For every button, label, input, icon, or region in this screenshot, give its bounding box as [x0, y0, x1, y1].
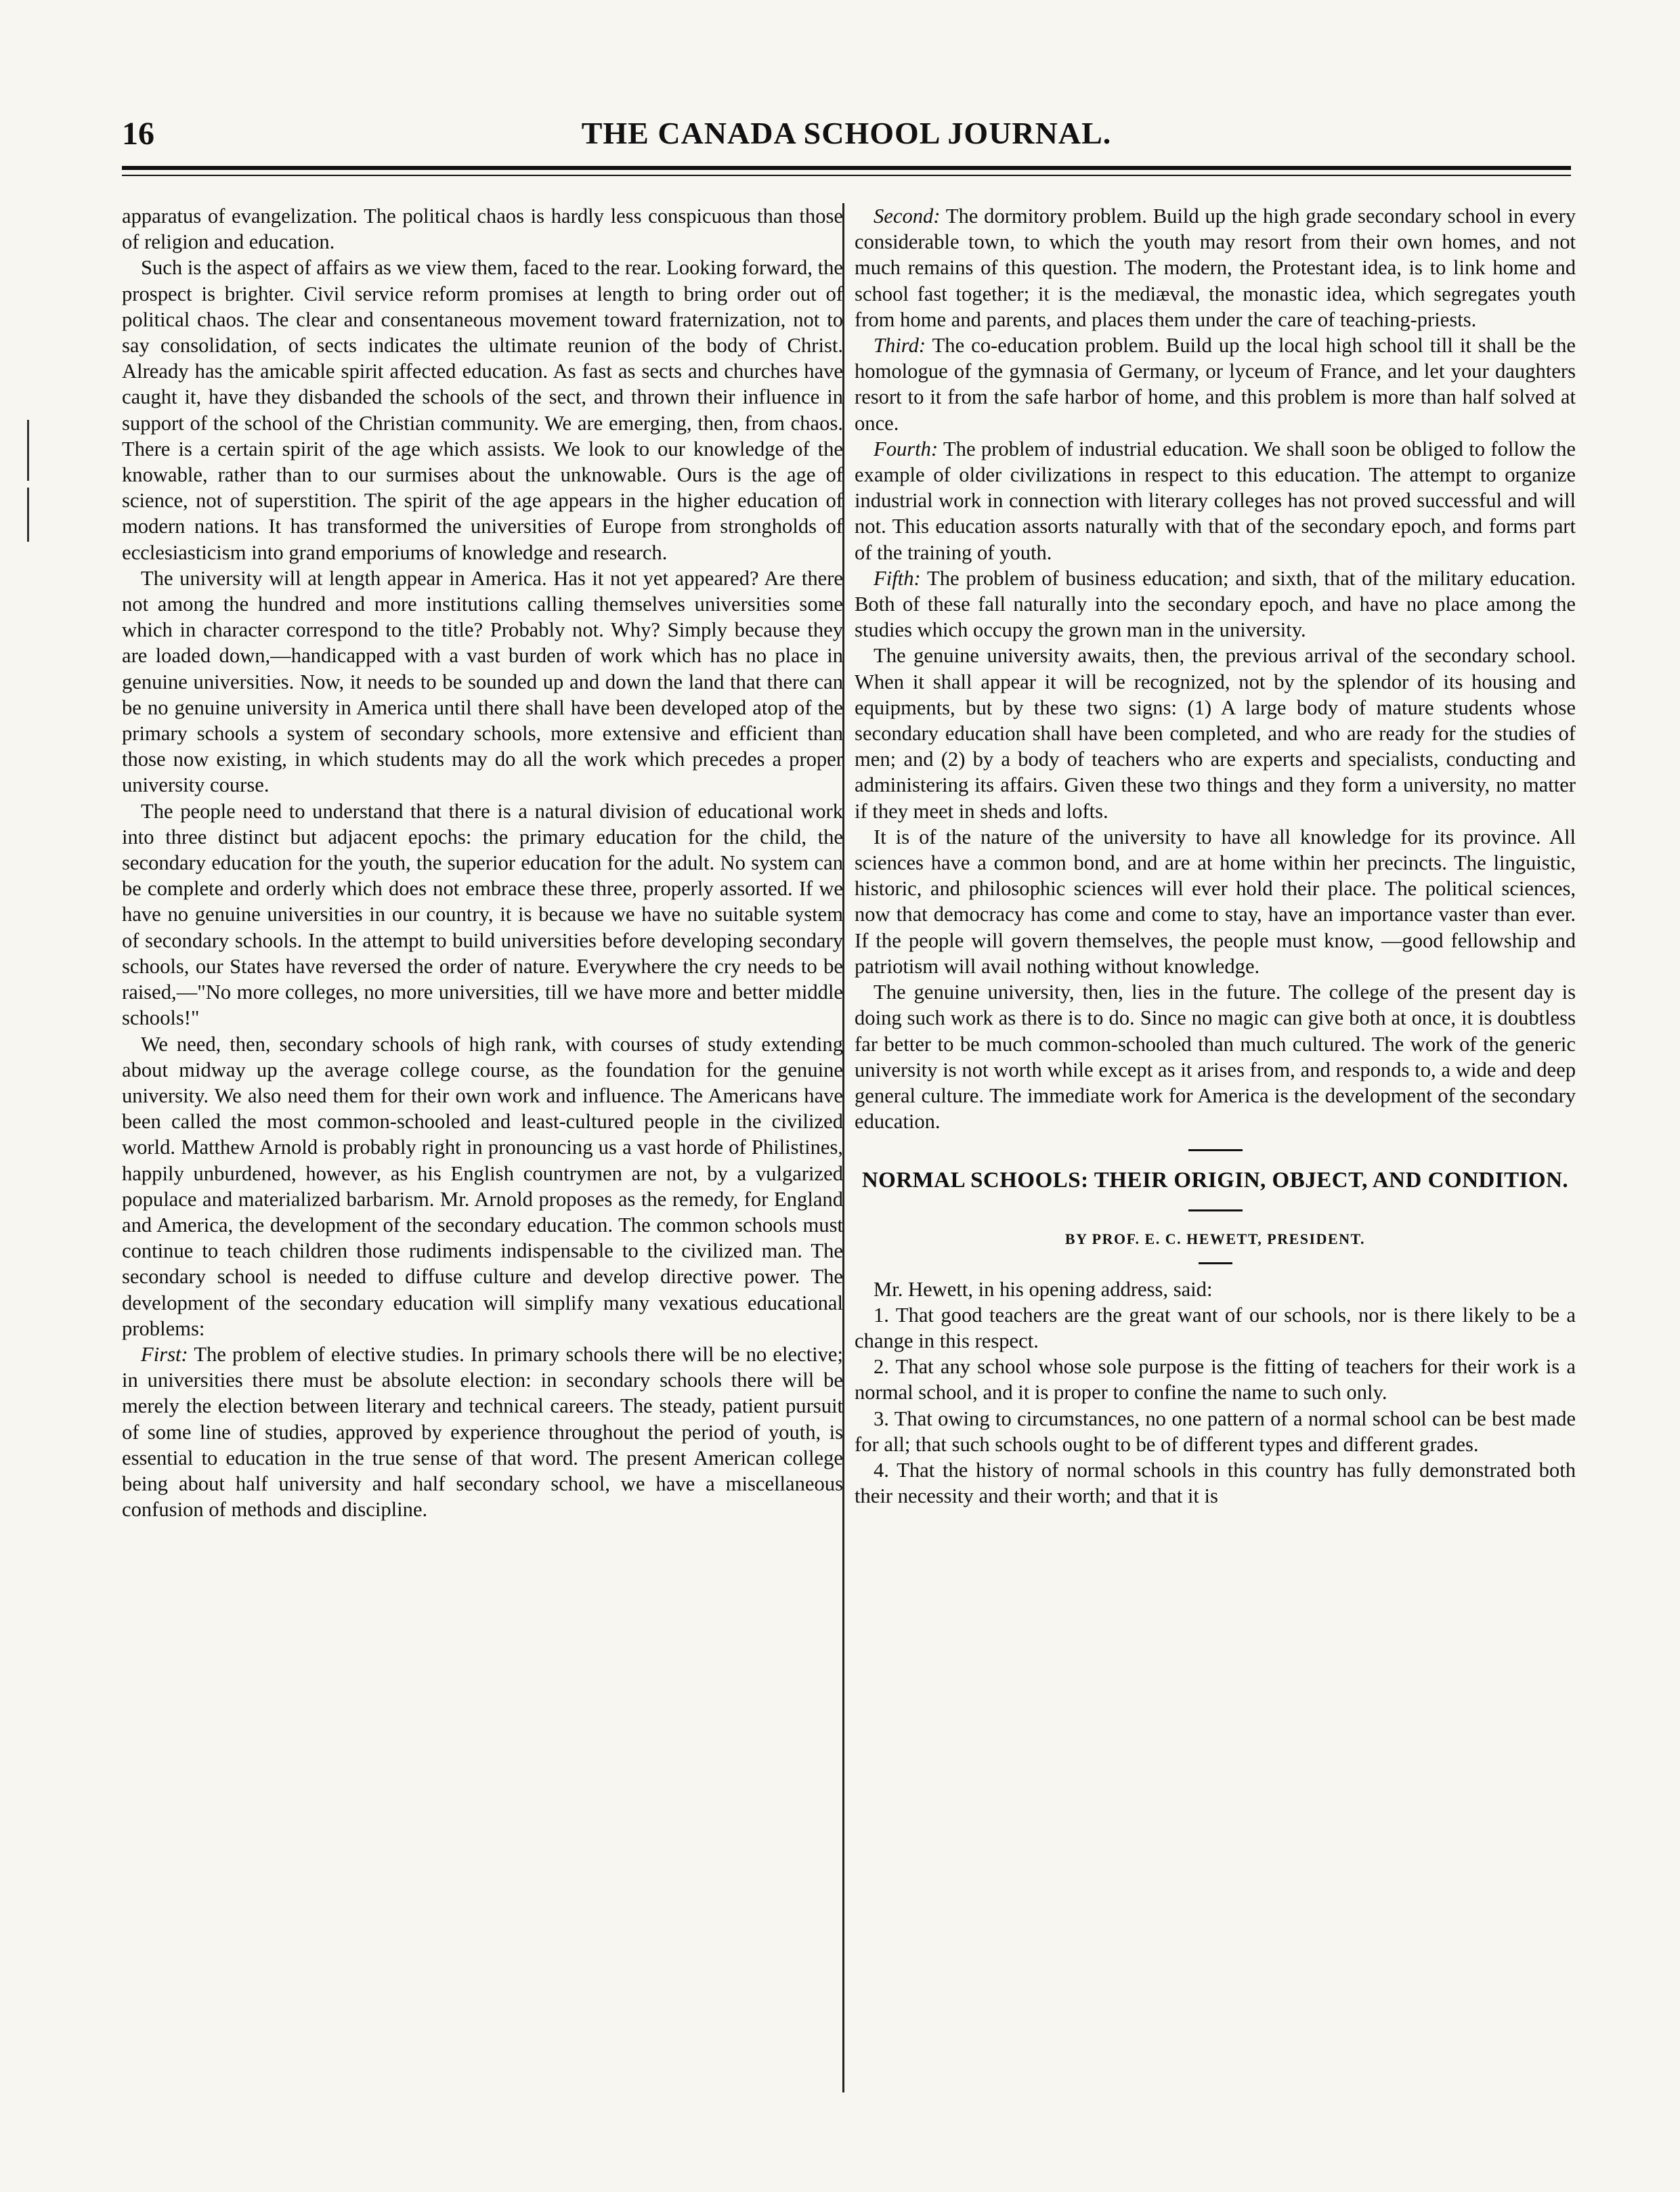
paragraph-lead: Second: — [874, 205, 941, 228]
paragraph-lead: Fifth: — [874, 566, 921, 590]
page-number: 16 — [122, 116, 154, 152]
paragraph-text: The co-education problem. Build up the local high school till it shall be the homologue of the gymnasia of Germany, or lyceum of France, and let your daughters resort to it from the safe harbor of home, and this problem is more than half solved at once. — [855, 334, 1576, 435]
article-byline: BY PROF. E. C. HEWETT, PRESIDENT. — [1064, 1230, 1366, 1248]
paragraph: The genuine university, then, lies in the future. The college of the present day is doing such work as there is to do. Since no magic can give both at once, it is doubtless far better to be much common-schooled than much cultured. The work of the generic university is not worth while except as it arises from, and responds to, a wide and deep general culture. The immediate work for America is the development of the secondary education. — [855, 981, 1576, 1134]
header-rule-thin — [122, 175, 1571, 176]
margin-mark — [27, 420, 29, 481]
paragraph-lead: Fourth: — [874, 437, 939, 460]
paragraph — [855, 332, 1576, 436]
paragraph-text: The problem of business education; and sixth, that of the military education. Both of these fall naturally into the secondary epoch, and have no place among the studies which occupy the grown man in the university. — [855, 566, 1576, 642]
list-item: 3. That owing to circumstances, no one pattern of a normal school can be best made for all; that such schools ought to be of different types and different grades. — [855, 1406, 1576, 1456]
header-rule-thick — [122, 166, 1571, 170]
paragraph: We need, then, secondary schools of high rank, with courses of study extending about midway up the average college course, as the foundation for the genuine university. We also need them for their own work and influence. The Americans have been called the most common-schooled and least-cultured people in the civilized world. Matthew Arnold is probably right in pronouncing us a vast horde of Philistines, happily unburdened, however, as his English countrymen are not, by a vulgarized populace and materialized barbarism. Mr. Arnold proposes as the remedy, for England and America, the development of the secondary education. The common schools must continue to teach children those rudiments indispensable to the civilized man. The secondary school is needed to diffuse culture and develop directive power. The development of the secondary education will simplify many vexatious educational problems: — [122, 1032, 843, 1340]
paragraph: The university will at length appear in America. Has it not yet appeared? Are there not among the hundred and more institutions calling themselves universities some which in character correspond to the title? Probably not. Why? Simply because they are loaded down,—handicapped with a vast burden of work which has no place in genuine universities. Now, it needs to be sounded up and down the land that there can be no genuine university in America until there shall have been developed atop of the primary schools a system of secondary schools, more extensive and efficient than those now existing, in which students may do all the work which precedes a proper university course. — [122, 566, 843, 797]
title-rule — [1188, 1209, 1243, 1211]
left-column — [122, 203, 843, 2092]
byline-rule — [1199, 1262, 1232, 1264]
article-intro: Mr. Hewett, in his opening address, said: — [874, 1277, 1213, 1301]
paragraph — [855, 203, 1576, 332]
paragraph — [855, 565, 1576, 643]
margin-mark — [27, 488, 29, 542]
list-item: 4. That the history of normal schools in this country has fully demonstrated both their necessity and their worth; and that it is — [855, 1458, 1576, 1508]
journal-title: THE CANADA SCHOOL JOURNAL. — [581, 116, 1112, 150]
right-column — [855, 203, 1576, 2092]
page-header — [122, 115, 1571, 163]
paragraph — [122, 1341, 843, 1522]
paragraph: Such is the aspect of affairs as we view them, faced to the rear. Looking forward, the prospect is brighter. Civil service reform promises at length to bring order out of political chaos. The clear and consentaneous movement toward fraternization, not to say consolidation, of sects indicates the ultimate reunion of the body of Christ. Already has the amicable spirit affected education. As fast as sects and churches have caught it, have they disbanded the schools of the sect, and thrown their influence in support of the school of the Christian community. We are emerging, then, from chaos. There is a certain spirit of the age which assists. We look to our knowledge of the knowable, rather than to our surmises about the unknowable. Ours is the age of science, not of superstition. The spirit of the age appears in the higher education of modern nations. It has transformed the universities of Europe from strongholds of ecclesiasticism into grand emporiums of knowledge and research. — [122, 256, 843, 564]
paragraph: The people need to understand that there is a natural division of educational work into three distinct but adjacent epochs: the primary education for the child, the secondary education for the youth, the superior education for the adult. No system can be complete and orderly which does not embrace these three, properly assorted. If we have no genuine universities in our country, it is because we have no suitable system of secondary schools. In the attempt to build universities before developing secondary schools, our States have reversed the order of nature. Everywhere the cry needs to be raised,—"No more colleges, no more universities, till we have more and better middle schools!" — [122, 799, 843, 1030]
paragraph-text: The problem of elective studies. In primary schools there will be no elective; in universities there must be absolute election: in secondary schools there will be merely the election between literary and technical careers. The steady, patient pursuit of some line of studies, approved by experience throughout the period of youth, is essential to education in the true sense of that word. The present American college being about half university and half secondary school, we have a miscellaneous confusion of methods and discipline. — [122, 1342, 843, 1522]
section-rule — [1188, 1149, 1243, 1151]
paragraph-lead: Third: — [874, 334, 926, 358]
paragraph — [855, 436, 1576, 565]
list-item: 2. That any school whose sole purpose is the fitting of teachers for their work is a normal school, and it is proper to confine the name to such only. — [855, 1355, 1576, 1404]
paragraph-text: The problem of industrial education. We shall soon be obliged to follow the example of older civilizations in respect to this education. The attempt to organize industrial work in connection with literary colleges has not proved successful and will not. This education assorts naturally with that of the secondary epoch, and forms part of the training of youth. — [855, 437, 1576, 564]
paragraph-text: The dormitory problem. Build up the high grade secondary school in every considerable town, to which the youth may resort from their own homes, and not much remains of this question. The modern, the Protestant idea, is to link home and school fast together; it is the mediæval, the monastic idea, which segregates youth from home and parents, and places them under the care of teaching-priests. — [855, 205, 1576, 331]
article-title: NORMAL SCHOOLS: THEIR ORIGIN, OBJECT, AND CONDITION. — [861, 1168, 1569, 1193]
paragraph: apparatus of evangelization. The political chaos is hardly less conspicuous than those of religion and education. — [122, 205, 843, 254]
list-item: 1. That good teachers are the great want of our schools, nor is there likely to be a change in this respect. — [855, 1303, 1576, 1352]
paragraph: The genuine university awaits, then, the previous arrival of the secondary school. When it shall appear it will be recognized, not by the splendor of its housing and equipments, but by these two signs: (1) A large body of mature students whose secondary education shall have been completed, and who are ready for the studies of men; and (2) by a body of teachers who are experts and specialists, conducting and administering its affairs. Given these two things and they form a university, no matter if they meet in sheds and lofts. — [855, 644, 1576, 823]
paragraph: It is of the nature of the university to have all knowledge for its province. All sciences have a common bond, and are at home within her precincts. The linguistic, historic, and philosophic sciences will ever hold their place. The political sciences, now that democracy has come and come to stay, have an importance vaster than ever. If the people will govern themselves, the people must know, —good fellowship and patriotism will avail nothing without knowledge. — [855, 825, 1576, 978]
paragraph-lead: First: — [141, 1342, 188, 1366]
